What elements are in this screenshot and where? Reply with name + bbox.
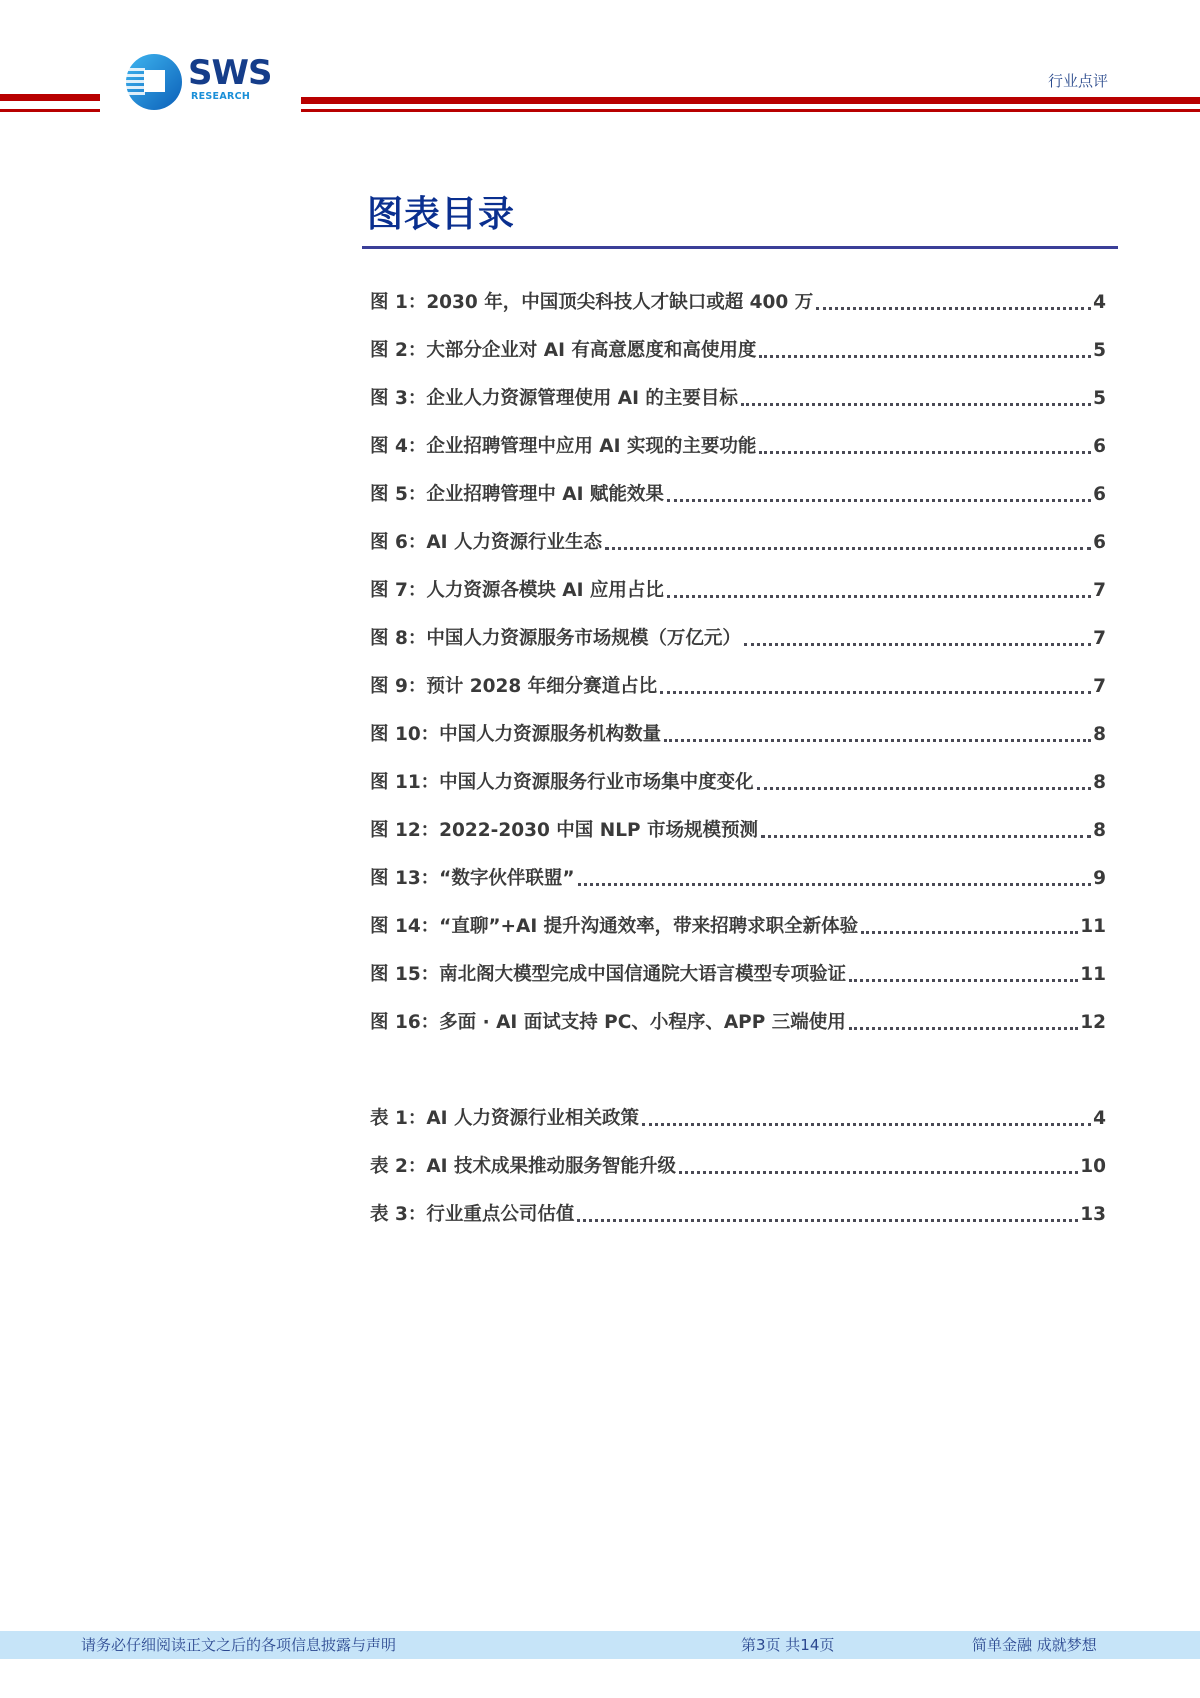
toc-dot-leader — [577, 1219, 1078, 1222]
toc-dot-leader — [578, 883, 1092, 886]
toc-entry-figure-10[interactable] — [370, 699, 1106, 747]
toc-entry-page: 4 — [1093, 1108, 1106, 1129]
toc-entry-label: 图 5：企业招聘管理中 AI 赋能效果 — [370, 484, 664, 505]
toc-dot-leader — [664, 739, 1091, 742]
toc-entry-figure-8[interactable] — [370, 603, 1106, 651]
logo-wordmark: SWS — [188, 53, 272, 93]
toc-entry-figure-14[interactable] — [370, 891, 1106, 939]
toc-entry-page: 12 — [1080, 1012, 1106, 1033]
toc-dot-leader — [679, 1171, 1078, 1174]
toc-entry-label: 图 3：企业人力资源管理使用 AI 的主要目标 — [370, 388, 738, 409]
toc-dot-leader — [861, 931, 1078, 934]
toc-entry-label: 表 1：AI 人力资源行业相关政策 — [370, 1108, 639, 1129]
toc-entry-figure-4[interactable] — [370, 411, 1106, 459]
toc-entry-figure-12[interactable] — [370, 795, 1106, 843]
toc-entry-page: 6 — [1093, 532, 1106, 553]
toc-entry-page: 5 — [1093, 340, 1106, 361]
toc-entry-table-2[interactable] — [370, 1131, 1106, 1179]
toc-dot-leader — [761, 835, 1091, 838]
toc-entry-page: 7 — [1093, 676, 1106, 697]
toc-entry-page: 10 — [1080, 1156, 1106, 1177]
toc-entry-figure-13[interactable] — [370, 843, 1106, 891]
toc-entry-page: 9 — [1093, 868, 1106, 889]
toc-dot-leader — [741, 403, 1091, 406]
sws-logo-icon — [125, 53, 183, 111]
report-category: 行业点评 — [1047, 72, 1108, 90]
header-rule-left-thin — [0, 109, 100, 112]
toc-entry-page: 8 — [1093, 820, 1106, 841]
page-footer — [0, 1631, 1200, 1659]
toc-entry-page: 7 — [1093, 628, 1106, 649]
toc-entry-page: 6 — [1093, 436, 1106, 457]
toc-entry-label: 图 7：人力资源各模块 AI 应用占比 — [370, 580, 664, 601]
header-rule-right — [301, 97, 1200, 104]
toc-entry-page: 4 — [1093, 292, 1106, 313]
toc-entry-page: 8 — [1093, 724, 1106, 745]
toc-dot-leader — [744, 643, 1091, 646]
toc-entry-label: 图 13：“数字伙伴联盟” — [370, 868, 575, 889]
toc-entry-label: 图 2：大部分企业对 AI 有高意愿度和高使用度 — [370, 340, 757, 361]
toc-tables-list — [370, 1083, 1106, 1227]
toc-entry-label: 表 2：AI 技术成果推动服务智能升级 — [370, 1156, 676, 1177]
toc-entry-label: 图 11：中国人力资源服务行业市场集中度变化 — [370, 772, 754, 793]
header-rule-right-thin — [301, 109, 1200, 112]
toc-title-rule — [362, 246, 1118, 249]
toc-entry-label: 图 15：南北阁大模型完成中国信通院大语言模型专项验证 — [370, 964, 847, 985]
toc-entry-page: 11 — [1080, 916, 1106, 937]
toc-entry-label: 图 9：预计 2028 年细分赛道占比 — [370, 676, 658, 697]
toc-entry-label: 图 1：2030 年，中国顶尖科技人才缺口或超 400 万 — [370, 292, 814, 313]
toc-entry-figure-3[interactable] — [370, 363, 1106, 411]
toc-entry-page: 13 — [1080, 1204, 1106, 1225]
toc-dot-leader — [849, 1027, 1079, 1030]
toc-entry-figure-6[interactable] — [370, 507, 1106, 555]
toc-dot-leader — [849, 979, 1078, 982]
toc-entry-label: 表 3：行业重点公司估值 — [370, 1204, 575, 1225]
toc-entry-figure-5[interactable] — [370, 459, 1106, 507]
toc-entry-page: 7 — [1093, 580, 1106, 601]
toc-entry-table-1[interactable] — [370, 1083, 1106, 1131]
logo-subtitle: RESEARCH — [191, 91, 251, 102]
toc-title: 图表目录 — [367, 194, 516, 235]
header-rule-left — [0, 94, 100, 101]
toc-dot-leader — [667, 595, 1091, 598]
toc-entry-label: 图 10：中国人力资源服务机构数量 — [370, 724, 662, 745]
toc-entry-figure-11[interactable] — [370, 747, 1106, 795]
toc-entry-page: 8 — [1093, 772, 1106, 793]
toc-dot-leader — [759, 355, 1091, 358]
toc-dot-leader — [667, 499, 1091, 502]
toc-entry-page: 6 — [1093, 484, 1106, 505]
toc-entry-page: 11 — [1080, 964, 1106, 985]
toc-entry-label: 图 4：企业招聘管理中应用 AI 实现的主要功能 — [370, 436, 757, 457]
toc-figures-list — [370, 267, 1106, 1035]
toc-entry-label: 图 6：AI 人力资源行业生态 — [370, 532, 602, 553]
sws-logo — [125, 53, 285, 113]
toc-entry-label: 图 14：“直聊”+AI 提升沟通效率，带来招聘求职全新体验 — [370, 916, 859, 937]
toc-entry-label: 图 16：多面 · AI 面试支持 PC、小程序、APP 三端使用 — [370, 1012, 846, 1033]
toc-entry-table-3[interactable] — [370, 1179, 1106, 1227]
toc-dot-leader — [605, 547, 1091, 550]
footer-slogan: 简单金融 成就梦想 — [972, 1636, 1097, 1654]
toc-dot-leader — [816, 307, 1091, 310]
toc-entry-label: 图 12：2022-2030 中国 NLP 市场规模预测 — [370, 820, 758, 841]
toc-entry-figure-16[interactable] — [370, 987, 1106, 1035]
toc-dot-leader — [642, 1123, 1091, 1126]
toc-entry-figure-15[interactable] — [370, 939, 1106, 987]
toc-entry-figure-2[interactable] — [370, 315, 1106, 363]
toc-entry-figure-9[interactable] — [370, 651, 1106, 699]
toc-dot-leader — [757, 787, 1091, 790]
footer-page-number: 第3页 共14页 — [741, 1636, 835, 1654]
footer-disclaimer: 请务必仔细阅读正文之后的各项信息披露与声明 — [81, 1636, 397, 1654]
toc-entry-label: 图 8：中国人力资源服务市场规模（万亿元） — [370, 628, 741, 649]
toc-entry-figure-7[interactable] — [370, 555, 1106, 603]
toc-entry-page: 5 — [1093, 388, 1106, 409]
toc-dot-leader — [759, 451, 1091, 454]
toc-entry-figure-1[interactable] — [370, 267, 1106, 315]
toc-dot-leader — [660, 691, 1091, 694]
